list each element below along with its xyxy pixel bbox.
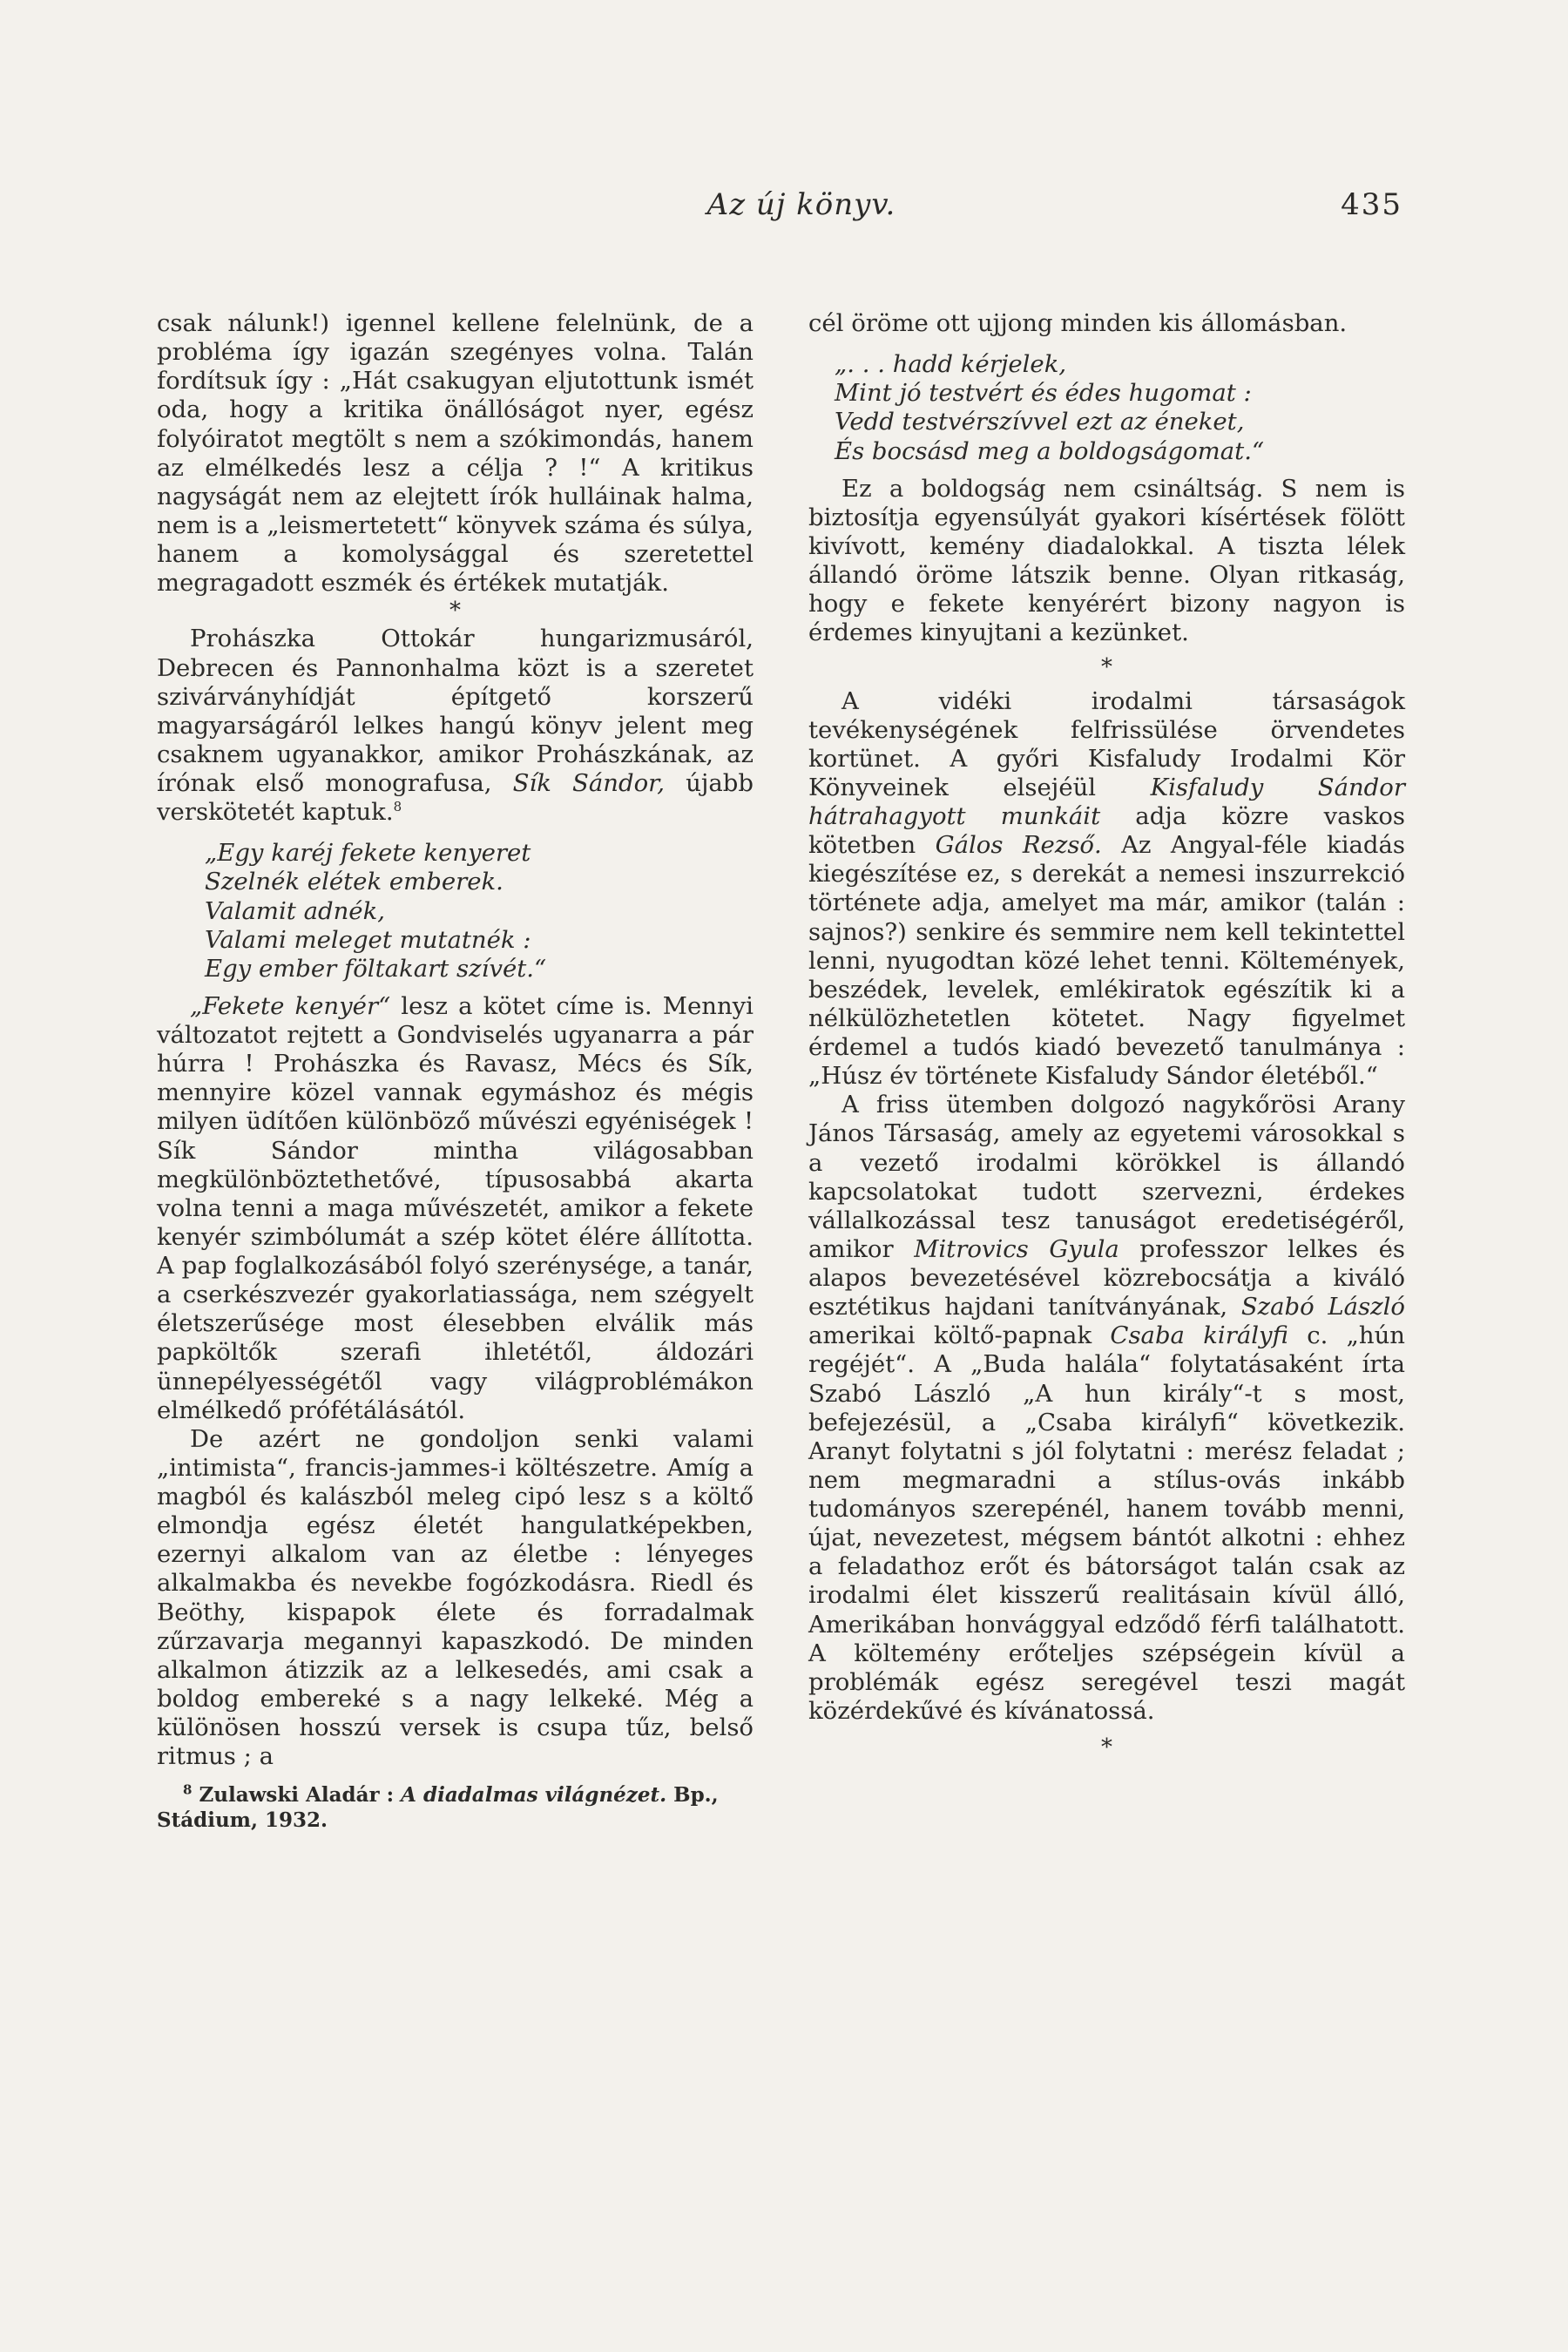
section-separator: * xyxy=(1101,654,1112,681)
verse-line: „Egy karéj fekete kenyeret xyxy=(205,839,531,868)
paragraph-text: A friss ütemben dolgozó nagykőrösi Arany János Társaság, amely az egyetemi városokkal s a vezető irodalmi körökkel is állandó kapcsolatokat tudott szervezni, érdekes vállalkozással tesz tanuságot eredetiségéről, amikor xyxy=(808,1091,1405,1263)
paragraph-text: Az Angyal-féle kiadás kiegészítése ez, s derekát a nemesi inszurrekció története adja, amelyet ma már, amikor (talán : sajnos?) senkire és semmire nem kell tekintettel lenni, nyugodtan közé lehet tenni. Költemények, beszédek, levelek, emlékiratok egészítik ki a nélkülözhetetlen kötetet. Nagy figyelmet érdemel a tudós kiadó bevezető tanulmánya : „Húsz év története Kisfaludy Sándor életéből.“ xyxy=(808,831,1405,1091)
paragraph xyxy=(157,625,754,827)
paragraph-text: A vidéki irodalmi társaságok tevékenységének felfrissülése örvendetes kortünet. A győri Kisfaludy Irodalmi Kör Könyveinek elsejéül xyxy=(808,686,1405,801)
verse-line: „. . . hadd kérjelek, xyxy=(835,350,1067,379)
person-name: Mitrovics Gyula xyxy=(914,1234,1119,1263)
paragraph-text: De azért ne gondoljon senki valami „intimista“, francis-jammes-i költészetre. Amíg a magból és kalászból meleg cipó lesz s a költő elmondja egész életét hangulatképekben, ezernyi alkalom van az életbe : lényeges alkalmakba és nevekbe fogózkodásra. Riedl és Beöthy, kispapok élete és forradalmak zűrzavarja megannyi kapaszkodó. De minden alkalmon átizzik az a lelkesedés, ami csak a boldog embereké s a nagy lelkeké. Még a különösen hosszú versek is csupa tűz, belső ritmus ; a xyxy=(157,1424,754,1771)
author-name: Sík Sándor, xyxy=(512,769,666,798)
person-name: Szabó László xyxy=(1240,1293,1405,1321)
paragraph-text: újabb verskötetét kaptuk. xyxy=(157,769,754,827)
paragraph-text: Prohászka Ottokár hungarizmusáról, Debrecen és Pannonhalma közt is a szeretet szivárványhídját építgető korszerű magyarságáról lelkes hangú könyv jelent meg csaknem ugyanakkor, amikor Prohászkának, az írónak első monografusa, xyxy=(157,625,754,798)
footnote-ref: 8 xyxy=(393,799,402,815)
paragraph-text: professzor lelkes és alapos bevezetésével közrebocsátja a kiváló esztétikus hajdani tanítványának, xyxy=(808,1234,1405,1321)
book-title: „Fekete kenyér“ xyxy=(190,991,391,1020)
footnote-publisher: Bp., Stádium, 1932. xyxy=(157,1783,719,1833)
paragraph-text: Ez a boldogság nem csináltság. S nem is biztosítja egyensúlyát gyakori kísértések fölött kivívott, kemény diadalokkal. A tiszta lélek állandó öröme látszik benne. Olyan ritkaság, hogy e fekete kenyérért bizony nagyon is érdemes kinyujtani a kezünket. xyxy=(808,474,1405,647)
book-title: Csaba királyfi xyxy=(1110,1321,1288,1350)
footnote xyxy=(157,1783,754,1834)
paragraph-text: adja közre vaskos kötetben xyxy=(808,802,1406,860)
book-title: Kisfaludy Sándor hátrahagyott munkáit xyxy=(808,773,1405,831)
verse-line: Egy ember föltakart szívét.“ xyxy=(205,954,547,983)
page-number: 435 xyxy=(1341,187,1402,222)
verse-line: És bocsásd meg a boldogságomat.“ xyxy=(835,436,1264,465)
verse-line: Valami meleget mutatnék : xyxy=(205,925,531,954)
paragraph: csak nálunk!) igennel kellene felelnünk, de a probléma így igazán szegényes volna. Talán fordítsuk így : „Hát csakugyan eljutottunk ismét oda, hogy a kritika önállóságot nyer, egész folyóiratot megtölt s nem a szókimondás, hanem az elmélkedés lesz a célja ? !“ A kritikus nagyságát nem az elejtett írók hulláinak halma, nem is a „leismertetett“ könyvek száma és súlya, hanem a komolysággal és szeretettel megragadott eszmék és értékek mutatják. xyxy=(157,309,754,598)
footnote-title: A diadalmas világnézet. xyxy=(401,1783,667,1808)
verse-line: Mint jó testvért és édes hugomat : xyxy=(835,379,1252,408)
paragraph: cél öröme ott ujjong minden kis állomásban. xyxy=(808,309,1348,337)
footnote-number: 8 xyxy=(183,1781,193,1798)
verse-line: Szelnék elétek emberek. xyxy=(205,868,504,896)
paragraph xyxy=(808,1091,1405,1726)
paragraph-text: lesz a kötet címe is. Mennyi változatot rejtett a Gondviselés ugyanarra a pár húrra ! Prohászka és Ravasz, Mécs és Sík, mennyire közel vannak egymáshoz és mégis milyen üdítően különböző művészi egyéniségek ! Sík Sándor mintha világosabban megkülönböztethetővé, típusosabbá akarta volna tenni a maga művészetét, amikor a fekete kenyér szimbólumát a szép kötet élére állította. A pap foglalkozásából folyó szerénysége, a tanár, a cserkészvezér gyakorlatiassága, nem szégyelt életszerűsége most élesebben elválik más papköltők szerafi ihletétől, áldozári ünnepélyességétől vagy világproblémákon elmélkedő prófétálásától. xyxy=(157,991,754,1424)
footnote-author: Zulawski Aladár : xyxy=(199,1783,402,1808)
paragraph-text: amerikai költő-papnak xyxy=(808,1321,1111,1350)
verse-line: Valamit adnék, xyxy=(205,896,385,925)
verse-quote xyxy=(157,839,754,983)
running-title: Az új könyv. xyxy=(706,187,896,222)
section-separator: * xyxy=(1101,1734,1112,1761)
paragraph xyxy=(157,1425,754,1772)
paragraph xyxy=(157,992,754,1425)
verse-quote xyxy=(808,350,1405,466)
section-separator: * xyxy=(449,598,461,625)
page-header xyxy=(157,187,1402,231)
paragraph-text: c. „hún regéjét“. A „Buda halála“ folytatásaként írta Szabó László „A hun király“-t s most, befejezésül, a „Csaba királyfi“ következik. Aranyt folytatni s jól folytatni : merész feladat ; nem megmaradni a stílus-ovás inkább tudományos szerepénél, hanem tovább menni, újat, nevezetest, mégsem bántót alkotni : ehhez a feladathoz erőt és bátorságot talán csak az irodalmi élet kisszerű realitásain kívül álló, Amerikában honvággyal edződő férfi találhatott. A költemény erőteljes szépségein kívül a problémák egész seregével teszi magát közérdekűvé és kívánatossá. xyxy=(808,1321,1406,1725)
paragraph xyxy=(808,687,1405,1092)
left-column xyxy=(157,309,754,1834)
verse-line: Vedd testvérszívvel ezt az éneket, xyxy=(835,408,1245,436)
right-column xyxy=(808,309,1405,1761)
editor-name: Gálos Rezső. xyxy=(935,831,1102,860)
paragraph xyxy=(808,475,1405,648)
